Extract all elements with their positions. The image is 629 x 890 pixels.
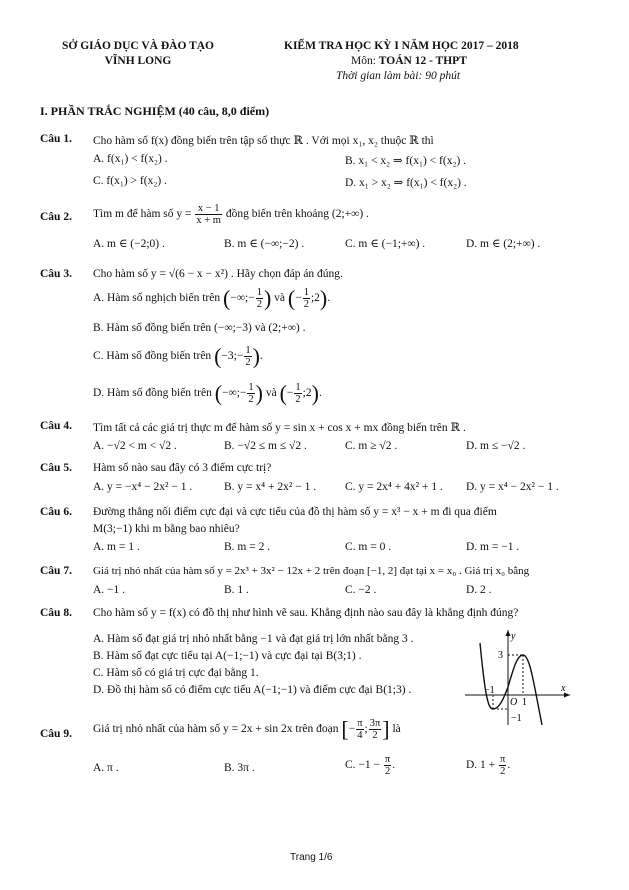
option-c: C. m ∈ (−1;+∞) . xyxy=(345,238,426,250)
question-number: Câu 3. xyxy=(40,268,72,280)
option-b: B. 3π . xyxy=(224,762,255,774)
question-number: Câu 7. xyxy=(40,565,72,577)
tick-neg1-x: −1 xyxy=(484,685,495,696)
option-b: B. −√2 ≤ m ≤ √2 . xyxy=(224,440,307,452)
option-c: C. −2 . xyxy=(345,584,377,596)
dept-line1: SỞ GIÁO DỤC VÀ ĐÀO TẠO xyxy=(62,40,214,52)
option-a: A. Hàm số đạt giá trị nhỏ nhất bằng −1 và đạt giá trị lớn nhất bằng 3 . xyxy=(93,633,414,645)
option-b: B. Hàm số đồng biến trên (−∞;−3) và (2;+∞) . xyxy=(93,322,306,334)
question-text: Giá trị nhỏ nhất của hàm số y = 2x³ + 3x² − 12x + 2 trên đoạn [−1, 2] đạt tại x = x₀ . Giá trị x₀ bằng xyxy=(93,565,530,577)
question-number: Câu 4. xyxy=(40,420,72,432)
question-text: Tìm m để hàm số y = $\frac{x - 1}{x + m}$ đồng biến trên khoảng (2;+∞) . xyxy=(93,203,369,226)
option-a: A. m = 1 . xyxy=(93,541,140,553)
tick-1-x: 1 xyxy=(522,697,527,708)
question-number: Câu 9. xyxy=(40,728,72,740)
option-b: B. y = x⁴ + 2x² − 1 . xyxy=(224,481,317,493)
option-d: D. 2 . xyxy=(466,584,492,596)
section-title: I. PHẦN TRẮC NGHIỆM (40 câu, 8,0 điểm) xyxy=(40,104,270,118)
option-d: D. x₁ > x₂ ⇒ f(x₁) < f(x₂) . xyxy=(345,177,467,189)
option-d: D. y = x⁴ − 2x² − 1 . xyxy=(466,481,559,493)
subject: Môn: TOÁN 12 - THPT xyxy=(351,55,467,67)
option-d: D. m ∈ (2;+∞) . xyxy=(466,238,541,250)
option-a: A. m ∈ (−2;0) . xyxy=(93,238,165,250)
question-text: Hàm số nào sau đây có 3 điểm cực trị? xyxy=(93,462,272,474)
option-d: D. Đồ thị hàm số có điểm cực tiểu A(−1;−1) và điểm cực đại B(1;3) . xyxy=(93,684,412,696)
option-a: A. π . xyxy=(93,762,119,774)
option-b: B. m ∈ (−∞;−2) . xyxy=(224,238,305,250)
option-c: C. −1 − $\frac{\pi}{2}$ . xyxy=(345,754,396,777)
option-d: D. 1 + $\frac{\pi}{2}$ . xyxy=(466,754,511,777)
option-d: D. m = −1 . xyxy=(466,541,520,553)
y-label: y xyxy=(511,631,516,642)
question-number: Câu 1. xyxy=(40,133,72,145)
option-a: A. −1 . xyxy=(93,584,126,596)
origin-label: O xyxy=(510,697,518,708)
question-number: Câu 8. xyxy=(40,607,72,619)
option-c: C. m = 0 . xyxy=(345,541,392,553)
option-a: A. y = −x⁴ − 2x² − 1 . xyxy=(93,481,193,493)
option-a: A. f(x₁) < f(x₂) . xyxy=(93,153,168,165)
option-c: C. f(x₁) > f(x₂) . xyxy=(93,175,167,187)
y-axis-arrow xyxy=(506,630,511,636)
dept-line2: VĨNH LONG xyxy=(104,55,172,67)
question-text: Cho hàm số f(x) đồng biến trên tập số thực ℝ . Với mọi x₁, x₂ thuộc ℝ thì xyxy=(93,135,434,147)
option-c: C. Hàm số có giá trị cực đại bằng 1. xyxy=(93,667,259,679)
question-text: Tìm tất cả các giá trị thực m để hàm số y = sin x + cos x + mx đồng biến trên ℝ . xyxy=(93,422,466,434)
exam-time: Thời gian làm bài: 90 phút xyxy=(336,70,461,82)
tick-neg1-y: −1 xyxy=(511,713,522,724)
question-text: Giá trị nhỏ nhất của hàm số y = 2x + sin 2x trên đoạn [− $\frac{\pi}{4}$ ; $\frac{3\pi}{2}$ ] là xyxy=(93,716,401,742)
option-d: D. Hàm số đồng biến trên (−∞;− $\frac{1}{2}$ ) và (− $\frac{1}{2}$ ;2). xyxy=(93,380,322,406)
question-text: Cho hàm số y = √(6 − x − x²) . Hãy chọn đáp án đúng. xyxy=(93,268,343,280)
option-c: C. m ≥ √2 . xyxy=(345,440,398,452)
option-b: B. 1 . xyxy=(224,584,249,596)
function-graph xyxy=(460,625,575,730)
option-d: D. m ≤ −√2 . xyxy=(466,440,526,452)
x-label: x xyxy=(561,683,566,694)
question-number: Câu 6. xyxy=(40,506,72,518)
option-b: B. m = 2 . xyxy=(224,541,271,553)
question-text-line2: M(3;−1) khi m bằng bao nhiêu? xyxy=(93,523,240,535)
option-a: A. Hàm số nghịch biến trên (−∞;− $\frac{1}{2}$ ) và (− $\frac{1}{2}$ ;2). xyxy=(93,285,331,311)
option-a: A. −√2 < m < √2 . xyxy=(93,440,177,452)
question-number: Câu 5. xyxy=(40,462,72,474)
option-c: C. Hàm số đồng biến trên (−3;− $\frac{1}{2}$ ). xyxy=(93,343,263,369)
page-number: Trang 1/6 xyxy=(290,852,333,863)
option-c: C. y = 2x⁴ + 4x² + 1 . xyxy=(345,481,443,493)
option-b: B. x₁ < x₂ ⇒ f(x₁) < f(x₂) . xyxy=(345,155,467,167)
question-text: Đường thẳng nối điểm cực đại và cực tiểu của đồ thị hàm số y = x³ − x + m đi qua điểm xyxy=(93,506,497,518)
question-number: Câu 2. xyxy=(40,211,72,223)
tick-3: 3 xyxy=(498,650,503,661)
option-b: B. Hàm số đạt cực tiểu tại A(−1;−1) và cực đại tại B(3;1) . xyxy=(93,650,362,662)
exam-title: KIỂM TRA HỌC KỲ I NĂM HỌC 2017 – 2018 xyxy=(284,40,519,52)
question-text: Cho hàm số y = f(x) có đồ thị như hình vẽ sau. Khẳng định nào sau đây là khẳng định đúng? xyxy=(93,607,519,619)
